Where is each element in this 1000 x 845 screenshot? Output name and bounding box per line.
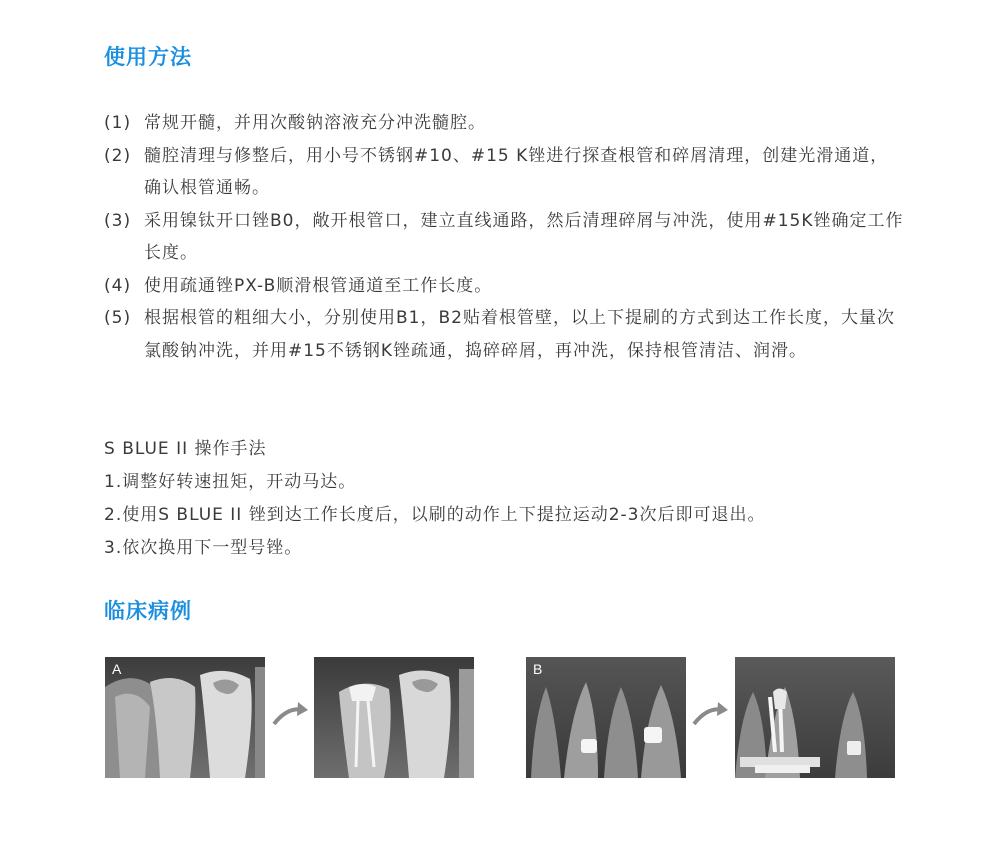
step-item [104, 270, 904, 303]
technique-section [104, 433, 924, 565]
arrow-case-a-icon [270, 700, 310, 728]
technique-title: S BLUE II 操作手法 [104, 439, 267, 459]
xray-case-b-after [735, 657, 895, 778]
step-text: 使用疏通锉PX-B顺滑根管通道至工作长度。 [144, 275, 493, 296]
arrow-case-b-icon [690, 700, 730, 728]
usage-steps-list [104, 107, 904, 367]
clinical-cases-heading: 临床病例 [104, 599, 192, 623]
step-number: (2) [104, 145, 132, 166]
step-number: (1) [104, 113, 132, 133]
case-label-a: A [112, 661, 122, 677]
step-item [104, 107, 904, 140]
step-item [104, 205, 904, 270]
case-label-b: B [533, 661, 543, 677]
technique-item: 2.使用S BLUE II 锉到达工作长度后，以刷的动作上下提拉运动2-3次后即可退出。 [104, 505, 766, 525]
technique-item: 3.依次换用下一型号锉。 [104, 538, 303, 558]
xray-case-a-before [105, 657, 265, 778]
step-number: (4) [104, 275, 132, 296]
step-text: 根据根管的粗细大小，分别使用B1，B2贴着根管壁，以上下提刷的方式到达工作长度，大量次氯酸钠冲洗，并用#15不锈钢K锉疏通，捣碎碎屑，再冲洗，保持根管清洁、润滑。 [144, 308, 895, 361]
step-text: 髓腔清理与修整后，用小号不锈钢#10、#15 K锉进行探查根管和碎屑清理，创建光滑通道，确认根管通畅。 [144, 145, 889, 198]
step-number: (3) [104, 210, 132, 231]
xray-case-b-before [526, 657, 686, 778]
step-item [104, 302, 904, 367]
usage-heading: 使用方法 [104, 45, 192, 69]
xray-case-a-after [314, 657, 474, 778]
step-text: 采用镍钛开口锉B0，敞开根管口，建立直线通路，然后清理碎屑与冲洗，使用#15K锉确定工作长度。 [144, 210, 904, 263]
technique-item: 1.调整好转速扭矩，开动马达。 [104, 472, 357, 492]
step-number: (5) [104, 308, 132, 328]
step-item [104, 140, 904, 205]
step-text: 常规开髓，并用次酸钠溶液充分冲洗髓腔。 [144, 113, 486, 133]
